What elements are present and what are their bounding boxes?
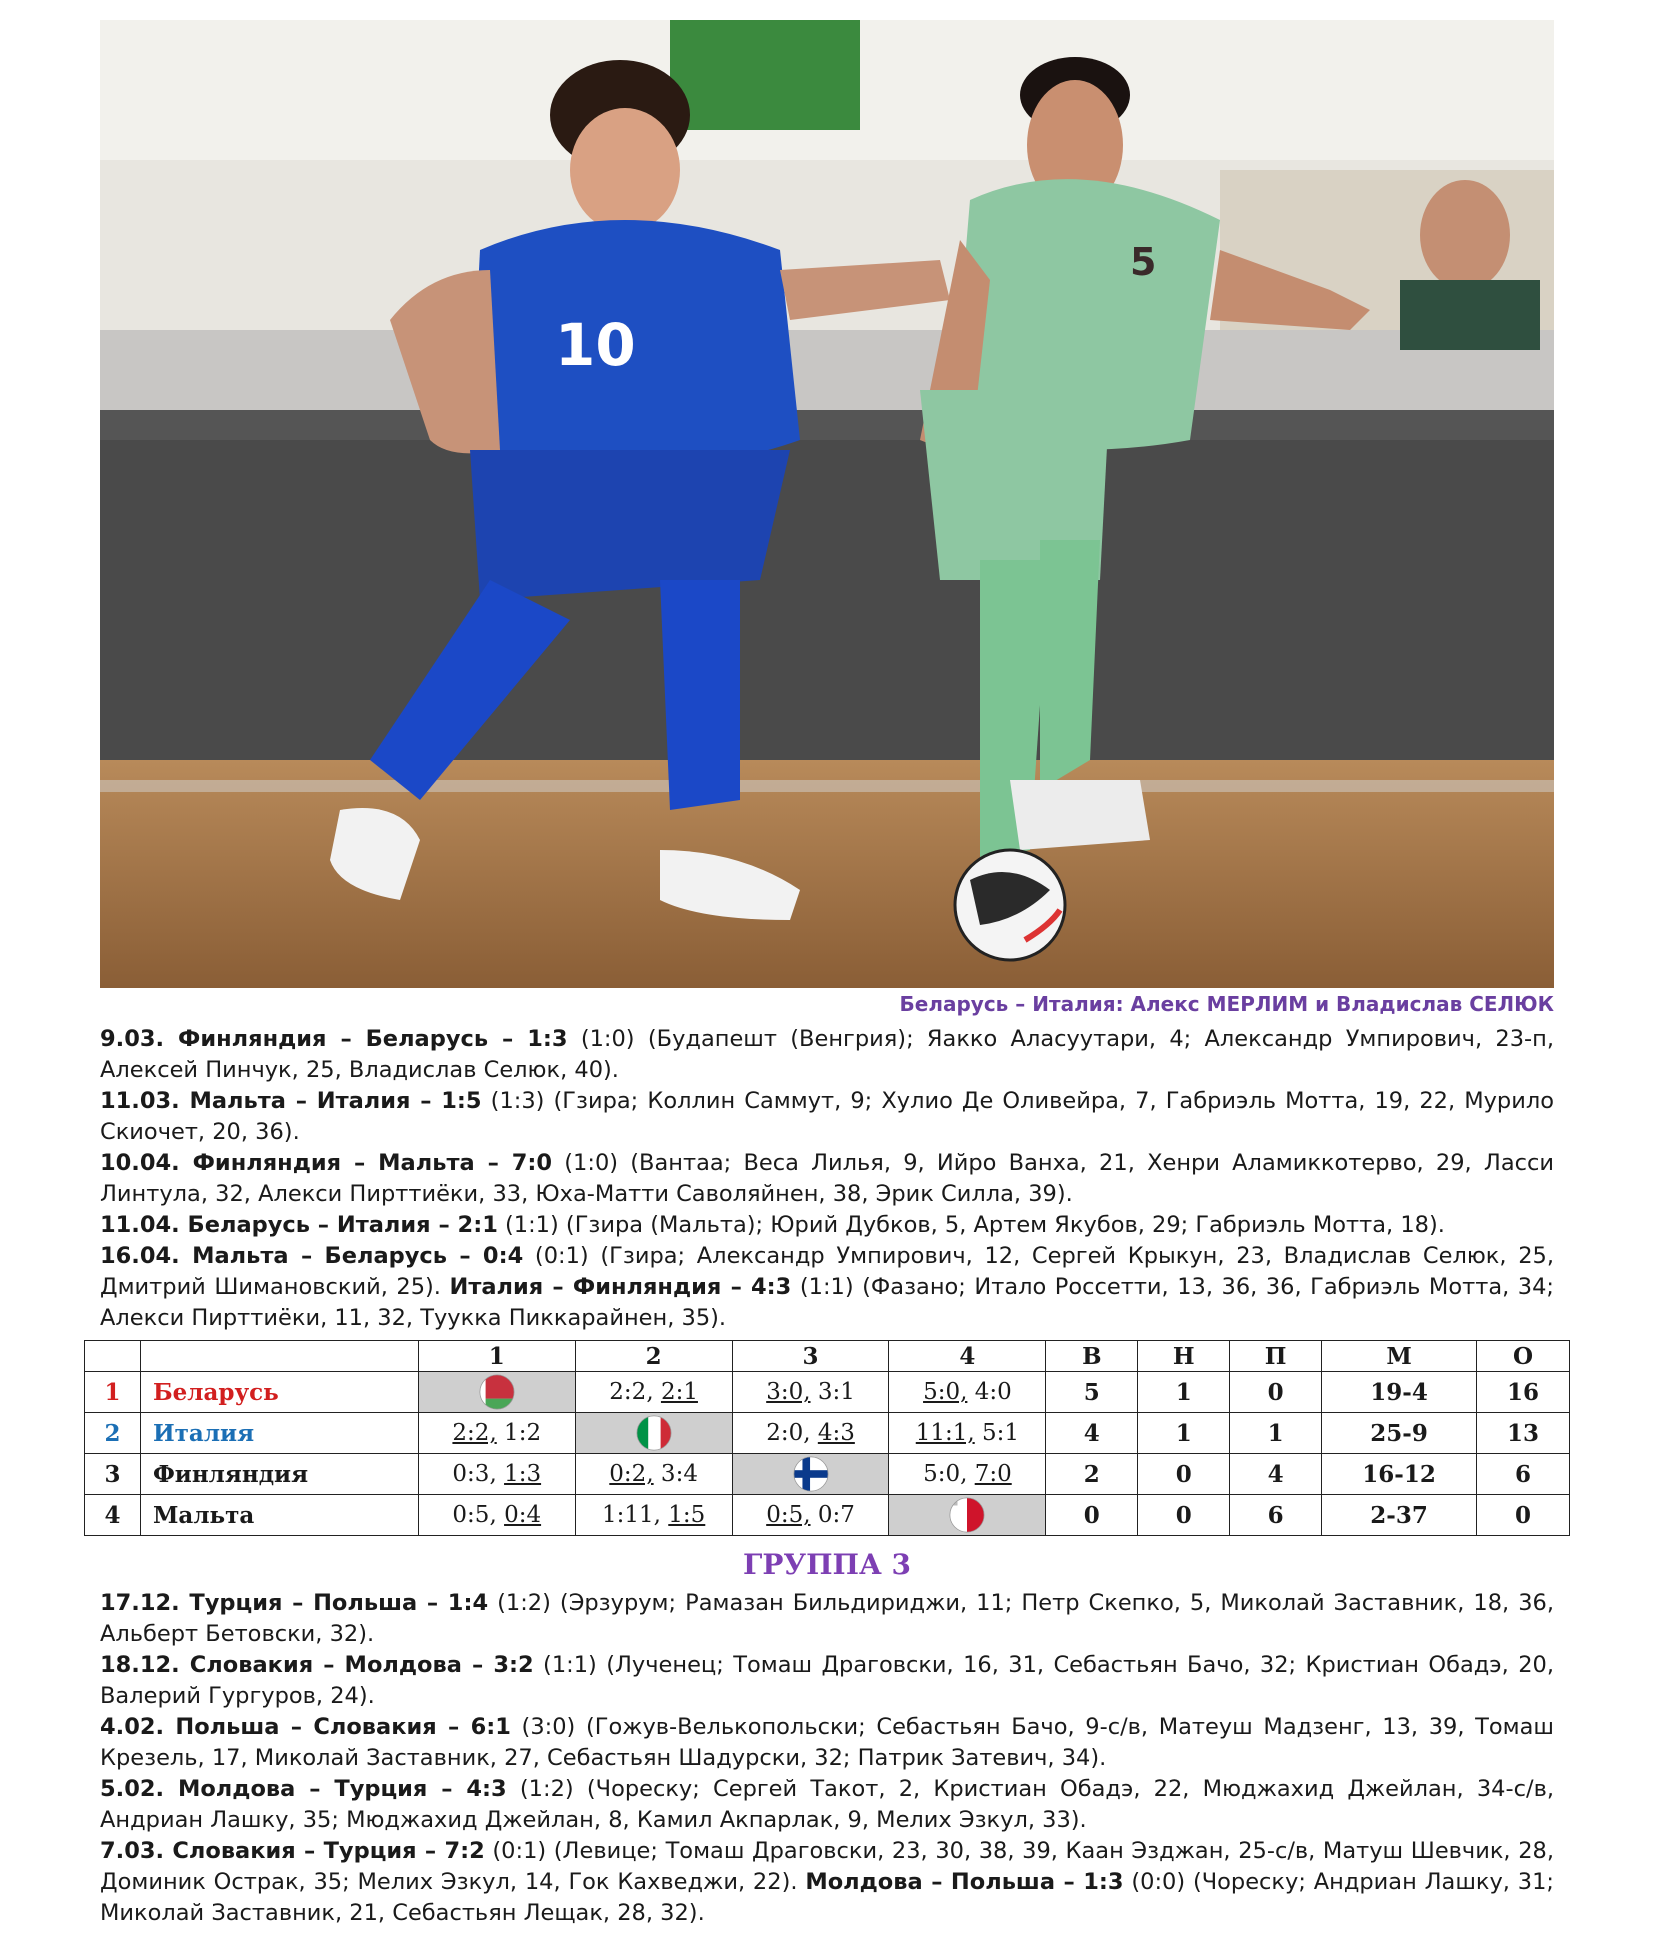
match-details: (1:2) (Эрзурум; Рамазан Бильдириджи, 11; Петр Скепко, 5, Миколай Заставник, 18, 36, Альберт Бетовски, 32). — [100, 1590, 1555, 1647]
malta-flag-icon — [948, 1496, 986, 1534]
standings-table — [84, 1340, 1570, 1536]
match-details: (1:0) (Вантаа; Веса Лилья, 9, Ийро Ванха, 21, Хенри Аламиккотерво, 29, Ласси Линтула, 32, Алекси Пирттиёки, 33, Юха-Матти Саволяйнен, 38, Эрик Силла, 39). — [100, 1150, 1554, 1207]
score-text: 4:0 — [967, 1379, 1012, 1405]
goals-cell: 25-9 — [1322, 1413, 1477, 1454]
match-results-block-1 — [100, 1024, 1554, 1334]
player-left-number: 10 — [555, 311, 636, 379]
draws-cell: 0 — [1138, 1454, 1230, 1495]
draws-cell: 0 — [1138, 1495, 1230, 1536]
header-cell: 2 — [575, 1341, 732, 1372]
match-details: (0:1) (Гзира; Александр Умпирович, 12, Сергей Крыкун, 23, Владислав Селюк, 25, Дмитрий Шимановский, 25). — [100, 1243, 1554, 1300]
diagonal-flag-cell — [575, 1413, 732, 1454]
place-cell: 3 — [85, 1454, 141, 1495]
score-text: 3:4 — [653, 1461, 698, 1487]
result-cell — [575, 1454, 732, 1495]
standings-header-row — [85, 1341, 1570, 1372]
finland-flag-icon — [792, 1455, 830, 1493]
match-headline: 4.02. Польша – Словакия – 6:1 — [100, 1714, 511, 1740]
wins-cell: 0 — [1046, 1495, 1138, 1536]
standings-row — [85, 1372, 1570, 1413]
italy-flag-icon — [635, 1414, 673, 1452]
score-text: 0:5, — [452, 1502, 505, 1528]
match-result-paragraph — [100, 1210, 1554, 1241]
match-result-paragraph — [100, 1241, 1554, 1334]
standings-row — [85, 1495, 1570, 1536]
result-cell — [732, 1495, 889, 1536]
losses-cell: 6 — [1230, 1495, 1322, 1536]
place-cell: 4 — [85, 1495, 141, 1536]
header-cell: М — [1322, 1341, 1477, 1372]
match-headline: 9.03. Финляндия – Беларусь – 1:3 — [100, 1026, 568, 1052]
match-headline: Молдова – Польша – 1:3 — [805, 1869, 1124, 1895]
score-text: 2:2, — [452, 1420, 497, 1446]
diagonal-flag-cell — [889, 1495, 1046, 1536]
header-cell: П — [1230, 1341, 1322, 1372]
place-cell: 2 — [85, 1413, 141, 1454]
match-details: (1:0) (Будапешт (Венгрия); Яакко Аласуутари, 4; Александр Умпирович, 23-п, Алексей Пинчук, 25, Владислав Селюк, 40). — [100, 1026, 1554, 1083]
score-text: 4:3 — [817, 1420, 855, 1446]
team-name-cell: Италия — [140, 1413, 418, 1454]
match-result-paragraph — [100, 1024, 1554, 1086]
match-headline: 17.12. Турция – Польша – 1:4 — [100, 1590, 489, 1616]
score-text: 3:1 — [810, 1379, 855, 1405]
diagonal-flag-cell — [732, 1454, 889, 1495]
match-details: (3:0) (Гожув-Велькопольски; Себастьян Бачо, 9-с/в, Матеуш Мадзенг, 13, 39, Томаш Крезель, 17, Миколай Заставник, 27, Себастьян Шадурски, 32; Патрик Затевич, 34). — [100, 1714, 1554, 1771]
score-text: 2:1 — [660, 1379, 698, 1405]
score-text: 11:1, — [915, 1420, 975, 1446]
header-cell — [140, 1341, 418, 1372]
team-name-cell: Беларусь — [140, 1372, 418, 1413]
score-text: 1:3 — [504, 1461, 542, 1487]
result-cell — [889, 1372, 1046, 1413]
photo-caption: Беларусь – Италия: Алекс МЕРЛИМ и Владислав СЕЛЮК — [899, 992, 1554, 1016]
result-cell — [732, 1413, 889, 1454]
match-details: (1:1) (Фазано; Итало Россетти, 13, 36, 36, Габриэль Мотта, 34; Алекси Пирттиёки, 11, 32, Туукка Пиккарайнен, 35). — [100, 1274, 1554, 1331]
score-text: 0:4 — [504, 1502, 542, 1528]
wins-cell: 2 — [1046, 1454, 1138, 1495]
player-right-number: 5 — [1130, 240, 1157, 284]
match-result-paragraph — [100, 1148, 1554, 1210]
result-cell — [418, 1454, 575, 1495]
result-cell — [889, 1454, 1046, 1495]
match-headline: 11.04. Беларусь – Италия – 2:1 — [100, 1212, 498, 1238]
goals-cell: 19-4 — [1322, 1372, 1477, 1413]
match-details: (0:0) (Чореску; Андриан Лашку, 31; Миколай Заставник, 21, Себастьян Лещак, 28, 32). — [100, 1869, 1554, 1926]
match-headline: 7.03. Словакия – Турция – 7:2 — [100, 1838, 485, 1864]
team-name-cell: Мальта — [140, 1495, 418, 1536]
score-text: 5:1 — [974, 1420, 1020, 1446]
futsal-photo-illustration — [100, 20, 1554, 988]
match-result-paragraph — [100, 1836, 1554, 1929]
match-details: (1:1) (Гзира (Мальта); Юрий Дубков, 5, Артем Якубов, 29; Габриэль Мотта, 18). — [497, 1212, 1445, 1238]
result-cell — [732, 1372, 889, 1413]
points-cell: 13 — [1476, 1413, 1569, 1454]
score-text: 5:0, — [923, 1461, 975, 1487]
match-details: (1:2) (Чореску; Сергей Такот, 2, Кристиан Обадэ, 22, Мюджахид Джейлан, 34-с/в, Андриан Лашку, 35; Мюджахид Джейлан, 8, Камил Акпарлак, 9, Мелих Эзкул, 33). — [100, 1776, 1554, 1833]
points-cell: 6 — [1476, 1454, 1569, 1495]
wins-cell: 5 — [1046, 1372, 1138, 1413]
score-text: 1:11, — [601, 1502, 669, 1528]
result-cell — [889, 1413, 1046, 1454]
score-text: 1:5 — [668, 1502, 706, 1528]
score-text: 5:0, — [923, 1379, 968, 1405]
header-cell — [85, 1341, 141, 1372]
diagonal-flag-cell — [418, 1372, 575, 1413]
wins-cell: 4 — [1046, 1413, 1138, 1454]
score-text: 2:0, — [766, 1420, 818, 1446]
standings-row — [85, 1454, 1570, 1495]
result-cell — [575, 1495, 732, 1536]
score-text: 2:2, — [609, 1379, 661, 1405]
match-headline: 16.04. Мальта – Беларусь – 0:4 — [100, 1243, 524, 1269]
match-result-paragraph — [100, 1774, 1554, 1836]
result-cell — [418, 1413, 575, 1454]
match-result-paragraph — [100, 1650, 1554, 1712]
match-results-block-2 — [100, 1588, 1554, 1929]
score-text: 7:0 — [974, 1461, 1012, 1487]
points-cell: 0 — [1476, 1495, 1569, 1536]
header-cell: О — [1476, 1341, 1569, 1372]
score-text: 1:2 — [496, 1420, 542, 1446]
points-cell: 16 — [1476, 1372, 1569, 1413]
match-headline: Италия – Финляндия – 4:3 — [449, 1274, 792, 1300]
match-details: (0:1) (Левице; Томаш Драговски, 23, 30, 38, 39, Каан Эзджан, 25-с/в, Матуш Шевчик, 28, Доминик Острак, 35; Мелих Эзкул, 14, Гок Кахведжи, 22). — [100, 1838, 1554, 1895]
goals-cell: 16-12 — [1322, 1454, 1477, 1495]
draws-cell: 1 — [1138, 1372, 1230, 1413]
header-cell: 4 — [889, 1341, 1046, 1372]
header-cell: Н — [1138, 1341, 1230, 1372]
draws-cell: 1 — [1138, 1413, 1230, 1454]
match-details: (1:1) (Лученец; Томаш Драговски, 16, 31, Себастьян Бачо, 32; Кристиан Обадэ, 20, Валерий Гургуров, 24). — [100, 1652, 1554, 1709]
match-photo — [100, 20, 1554, 988]
place-cell: 1 — [85, 1372, 141, 1413]
belarus-flag-icon — [478, 1373, 516, 1411]
score-text: 0:7 — [810, 1502, 855, 1528]
score-text: 3:0, — [766, 1379, 811, 1405]
header-cell: 3 — [732, 1341, 889, 1372]
team-name-cell: Финляндия — [140, 1454, 418, 1495]
match-headline: 11.03. Мальта – Италия – 1:5 — [100, 1088, 482, 1114]
group-heading: ГРУППА 3 — [742, 1548, 912, 1581]
result-cell — [418, 1495, 575, 1536]
score-text: 0:5, — [766, 1502, 811, 1528]
result-cell — [575, 1372, 732, 1413]
match-headline: 10.04. Финляндия – Мальта – 7:0 — [100, 1150, 553, 1176]
standings-row — [85, 1413, 1570, 1454]
match-details: (1:3) (Гзира; Коллин Саммут, 9; Хулио Де Оливейра, 7, Габриэль Мотта, 19, 22, Мурило Скиочет, 20, 36). — [100, 1088, 1554, 1145]
losses-cell: 4 — [1230, 1454, 1322, 1495]
score-text: 0:2, — [609, 1461, 654, 1487]
match-result-paragraph — [100, 1588, 1554, 1650]
losses-cell: 1 — [1230, 1413, 1322, 1454]
match-result-paragraph — [100, 1712, 1554, 1774]
match-headline: 18.12. Словакия – Молдова – 3:2 — [100, 1652, 534, 1678]
match-result-paragraph — [100, 1086, 1554, 1148]
losses-cell: 0 — [1230, 1372, 1322, 1413]
match-headline: 5.02. Молдова – Турция – 4:3 — [100, 1776, 507, 1802]
goals-cell: 2-37 — [1322, 1495, 1477, 1536]
header-cell: 1 — [418, 1341, 575, 1372]
score-text: 0:3, — [452, 1461, 505, 1487]
header-cell: В — [1046, 1341, 1138, 1372]
